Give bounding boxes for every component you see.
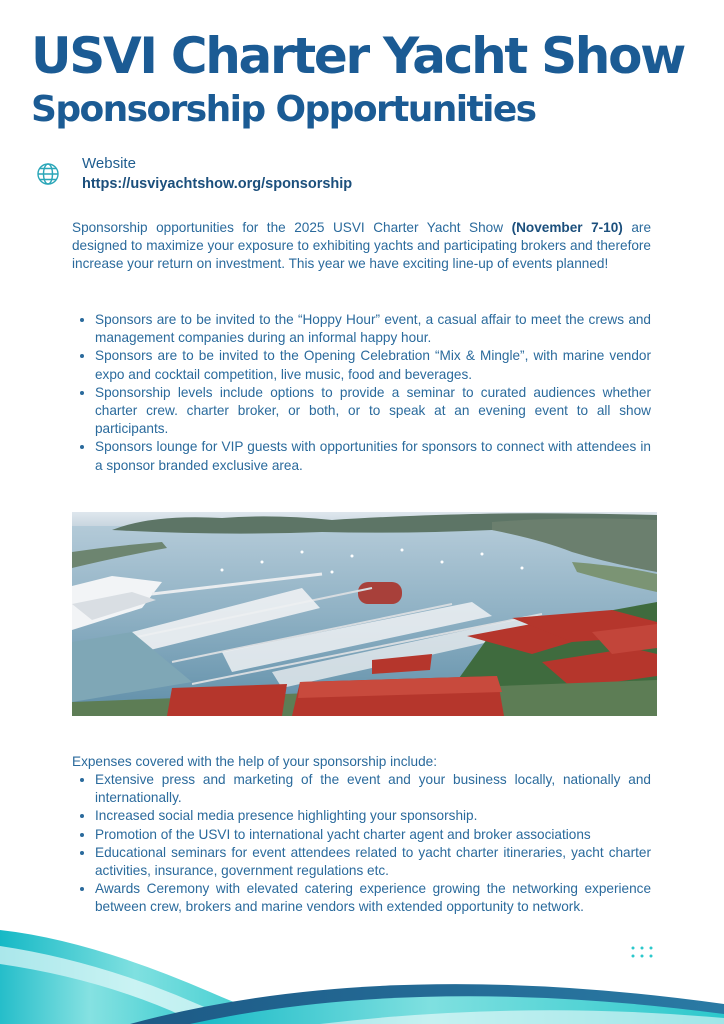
list-item: • Increased social media presence highlighting your sponsorship. <box>95 807 651 825</box>
page-title: USVI Charter Yacht Show <box>31 27 685 85</box>
sponsor-benefits-list <box>72 311 651 475</box>
decorative-wave <box>0 900 724 1024</box>
list-item: • Sponsors are to be invited to the “Hoppy Hour” event, a casual affair to meet the crews and management companies during an informal happy hour. <box>95 311 651 347</box>
list-item: • Awards Ceremony with elevated catering experience growing the networking experience between crew, brokers and marine vendors with extended opportunity to network. <box>95 880 651 916</box>
website-link[interactable]: https://usviyachtshow.org/sponsorship <box>82 176 353 192</box>
website-label: Website <box>82 155 136 172</box>
expenses-list <box>72 771 651 917</box>
list-item: • Promotion of the USVI to international yacht charter agent and broker associations <box>95 826 651 844</box>
list-item: • Sponsors lounge for VIP guests with opportunities for sponsors to connect with attendees in a sponsor branded exclusive area. <box>95 438 651 474</box>
expenses-heading: Expenses covered with the help of your sponsorship include: <box>72 754 437 769</box>
list-item: • Sponsors are to be invited to the Opening Celebration “Mix & Mingle”, with marine vendor expo and cocktail competition, live music, food and beverages. <box>95 347 651 383</box>
event-dates: (November 7-10) <box>511 220 623 235</box>
list-item: • Sponsorship levels include options to provide a seminar to curated audiences whether charter crew. charter broker, or both, or to speak at an evening event to all show participants. <box>95 384 651 439</box>
intro-text-continued: are designed to maximize your exposure to exhibiting yachts and participating brokers and therefore increase your return on investment. This year we have exciting line-up of events planned! <box>72 220 652 272</box>
page-subtitle: Sponsorship Opportunities <box>31 89 536 130</box>
intro-paragraph <box>72 219 651 274</box>
dots-decoration <box>630 946 654 958</box>
list-item: • Extensive press and marketing of the event and your business locally, nationally and internationally. <box>95 771 651 807</box>
list-item: • Educational seminars for event attendees related to yacht charter itineraries, yacht charter activities, insurance, government regulations etc. <box>95 844 651 880</box>
globe-icon <box>36 162 60 186</box>
marina-photo <box>72 512 657 716</box>
intro-text: Sponsorship opportunities for the 2025 USVI Charter Yacht Show <box>72 220 512 235</box>
